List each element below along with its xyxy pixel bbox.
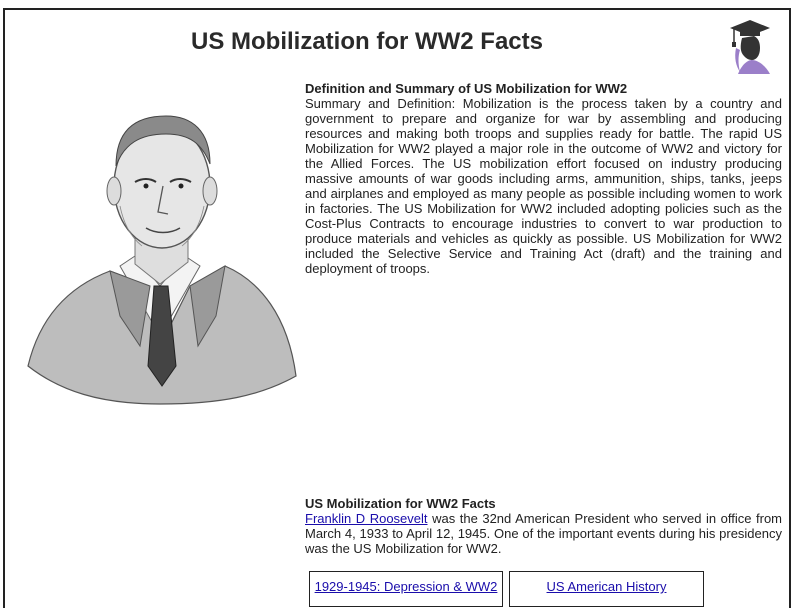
definition-heading: Definition and Summary of US Mobilization for WW2 [305,81,628,96]
depression-ww2-link[interactable]: 1929-1945: Depression & WW2 [314,579,498,594]
us-history-link[interactable]: US American History [546,579,667,594]
facts-body: was the 32nd American President who served in office from March 4, 1933 to April 12, 1945. One of the important events during his presidency was the US Mobilization for WW2. [305,511,783,556]
facts-section [305,496,782,556]
fdr-link[interactable]: Franklin D Roosevelt [305,511,428,526]
definition-section [305,81,782,276]
definition-body: Summary and Definition: Mobilization is the process taken by a country and government to prepare and organize for war by assembling and producing resources and making both troops and supplies ready for battle. The rapid US Mobilization for WW2 played a major role in the outcome of WW2 and victory for the Allied Forces. The US mobilization effort focused on industry producing massive amounts of war goods including arms, ammunition, ships, tanks, jeeps and airplanes and employed as many people as possible including women to work in factories. The US Mobilization for WW2 included adopting policies such as the Cost-Plus Contracts to encourage industries to convert to war production to produce materials and vehicles as quickly as possible. US Mobilization for WW2 included the Selective Service and Training Act (draft) and the training and deployment of troops. [305,96,782,276]
graduate-silhouette-icon [726,18,774,76]
page-title: US Mobilization for WW2 Facts [191,28,543,55]
portrait-image [20,86,302,406]
facts-heading: US Mobilization for WW2 Facts [305,496,496,511]
nav-box-history [509,571,704,607]
nav-box-depression [309,571,503,607]
